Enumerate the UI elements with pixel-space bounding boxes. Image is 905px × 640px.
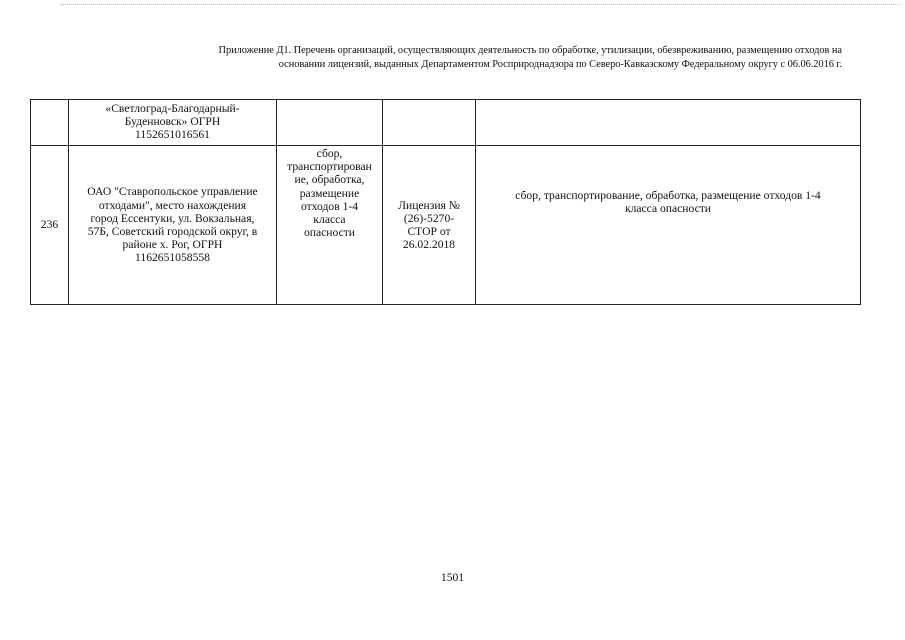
cell-organization [69,100,277,146]
header-line-1: Приложение Д1. Перечень организаций, осуществляющих деятельность по обработке, утилизации, обезвреживанию, размещению отходов на [218,45,842,56]
activity-line: транспортирован [287,160,372,174]
page-number: 1501 [440,571,465,584]
header-line-2: основании лицензий, выданных Департаментом Росприроднадзора по Северо-Кавказскому Федеральному округу с 06.06.2016 г. [278,59,842,70]
org-line: районе х. Рог, ОГРН [122,238,223,252]
activity-line: опасности [303,226,355,240]
activity-line: размещение [299,186,360,200]
license-line: (26)-5270- [403,211,455,225]
description-line: класса опасности [624,202,712,216]
table-row-continuation [31,100,861,146]
organizations-table [30,99,861,305]
cell-description [476,146,861,305]
license-line: 26.02.2018 [402,238,456,252]
cell-activity-types [277,146,383,305]
table-row-236 [31,146,861,305]
activity-line: сбор, [316,147,343,160]
license-line: Лицензия № [398,198,460,212]
cell-number [31,100,69,146]
cell-license [383,100,476,146]
org-line: 1152651016561 [135,128,210,142]
description-line: сбор, транспортирование, обработка, размещение отходов 1-4 [515,189,821,202]
license-line: СТОР от [407,225,451,238]
cell-license [383,146,476,305]
document-header [96,44,842,72]
org-line: ОАО "Ставропольское управление [87,185,258,199]
scan-artifact-line [60,4,900,5]
org-line: отходами", место нахождения [98,198,247,212]
cell-activity-types [277,100,383,146]
org-line: город Ессентуки, ул. Вокзальная, [90,211,255,225]
org-line: Буденновск» ОГРН [124,115,221,129]
org-line: «Светлоград-Благодарный- [105,102,240,115]
activity-line: ие, обработка, [294,173,365,187]
org-line: 1162651058558 [135,251,210,265]
cell-organization [69,146,277,305]
cell-description [476,100,861,146]
activity-line: отходов 1-4 [300,199,359,213]
org-line: 57Б, Советский городской округ, в [87,225,258,238]
activity-line: класса [313,213,346,227]
cell-number: 236 [31,146,69,305]
